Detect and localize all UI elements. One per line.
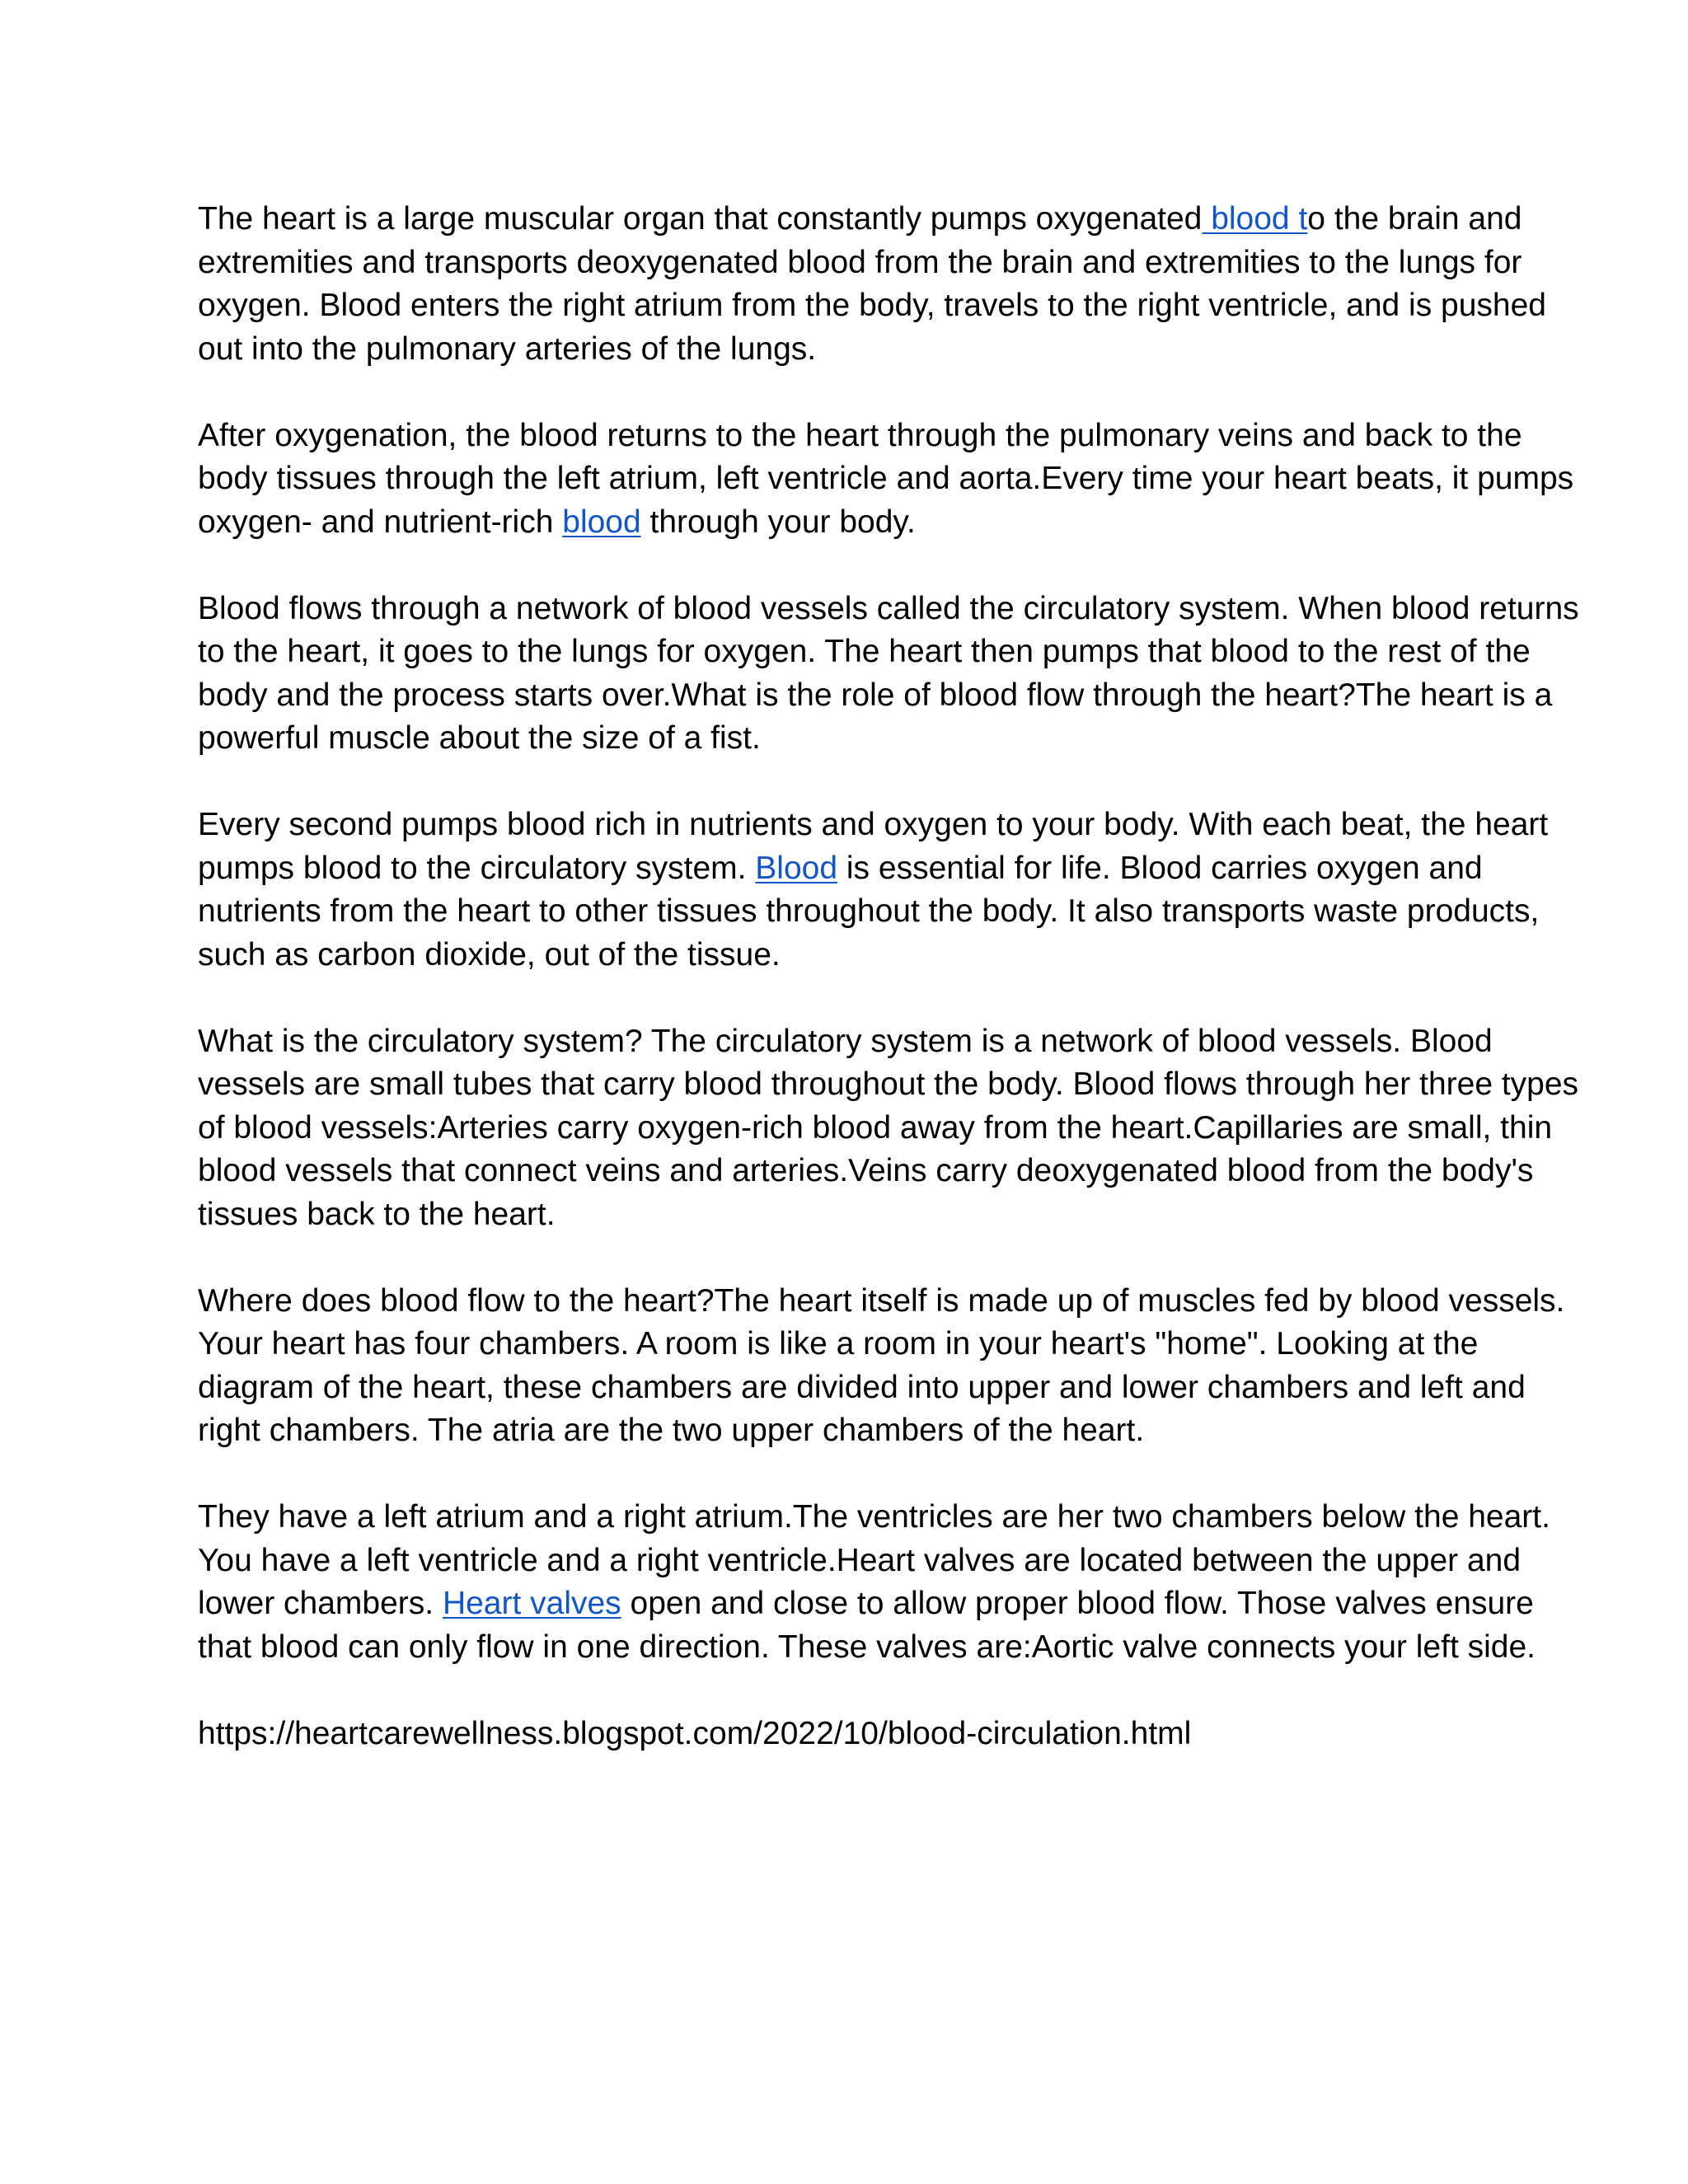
paragraph-heart-pumping <box>198 804 1582 977</box>
paragraph-text: open and close to allow proper blood flow. Those valves ensure that blood can only flow in one direction. These valves are:Aortic valve connects your left side. <box>198 1586 1536 1665</box>
blood-link[interactable]: blood <box>562 504 641 540</box>
paragraph-circulatory-system <box>198 1020 1582 1237</box>
paragraph-circulatory-network <box>198 588 1582 761</box>
paragraph-text: through your body. <box>640 504 916 540</box>
paragraph-text: Every second pumps blood rich in nutrients and oxygen to your body. With each beat, the heart pumps blood to the circulatory system. <box>198 807 1549 886</box>
paragraph-text: They have a left atrium and a right atrium.The ventricles are her two chambers below the heart. You have a left ventricle and a right ventricle.Heart valves are located between the upper and lower chambers. <box>198 1499 1550 1621</box>
source-url: https://heartcarewellness.blogspot.com/2022/10/blood-circulation.html <box>198 1715 1192 1751</box>
blood-link[interactable]: blood t <box>1202 201 1308 237</box>
paragraph-text: o the brain and extremities and transports deoxygenated blood from the brain and extremities to the lungs for oxygen. Blood enters the right atrium from the body, travels to the right ventricle, and is pushed out into the pulmonary arteries of the lungs. <box>198 201 1546 367</box>
paragraph-heart-valves <box>198 1496 1582 1669</box>
paragraph-text: Blood flows through a network of blood vessels called the circulatory system. When blood returns to the heart, it goes to the lungs for oxygen. The heart then pumps that blood to the rest of the body and the process starts over.What is the role of blood flow through the heart?The heart is a powerful muscle about the size of a fist. <box>198 590 1579 756</box>
paragraph-oxygenation <box>198 415 1582 545</box>
paragraph-text: is essential for life. Blood carries oxygen and nutrients from the heart to other tissues throughout the body. It also transports waste products, such as carbon dioxide, out of the tissue. <box>198 850 1540 972</box>
paragraph-text: Where does blood flow to the heart?The heart itself is made up of muscles fed by blood vessels. Your heart has four chambers. A room is like a room in your heart's "home". Looking at the diagram of the heart, these chambers are divided into upper and lower chambers and left and right chambers. The atria are the two upper chambers of the heart. <box>198 1282 1565 1448</box>
blood-link[interactable]: Blood <box>755 850 838 886</box>
paragraph-text: After oxygenation, the blood returns to the heart through the pulmonary veins and back to the body tissues through the left atrium, left ventricle and aorta.Every time your heart beats, it pumps oxygen- and nutrient-rich <box>198 417 1574 540</box>
paragraph-heart-overview <box>198 198 1582 371</box>
heart-valves-link[interactable]: Heart valves <box>442 1586 621 1621</box>
paragraph-heart-chambers <box>198 1280 1582 1453</box>
paragraph-text: What is the circulatory system? The circulatory system is a network of blood vessels. Blood vessels are small tubes that carry blood throughout the body. Blood flows through her three types of blood vessels:Arteries carry oxygen-rich blood away from the heart.Capillaries are small, thin blood vessels that connect veins and arteries.Veins carry deoxygenated blood from the body's tissues back to the heart. <box>198 1023 1579 1232</box>
paragraph-text: The heart is a large muscular organ that constantly pumps oxygenated <box>198 201 1203 237</box>
document-body <box>198 198 1582 1755</box>
